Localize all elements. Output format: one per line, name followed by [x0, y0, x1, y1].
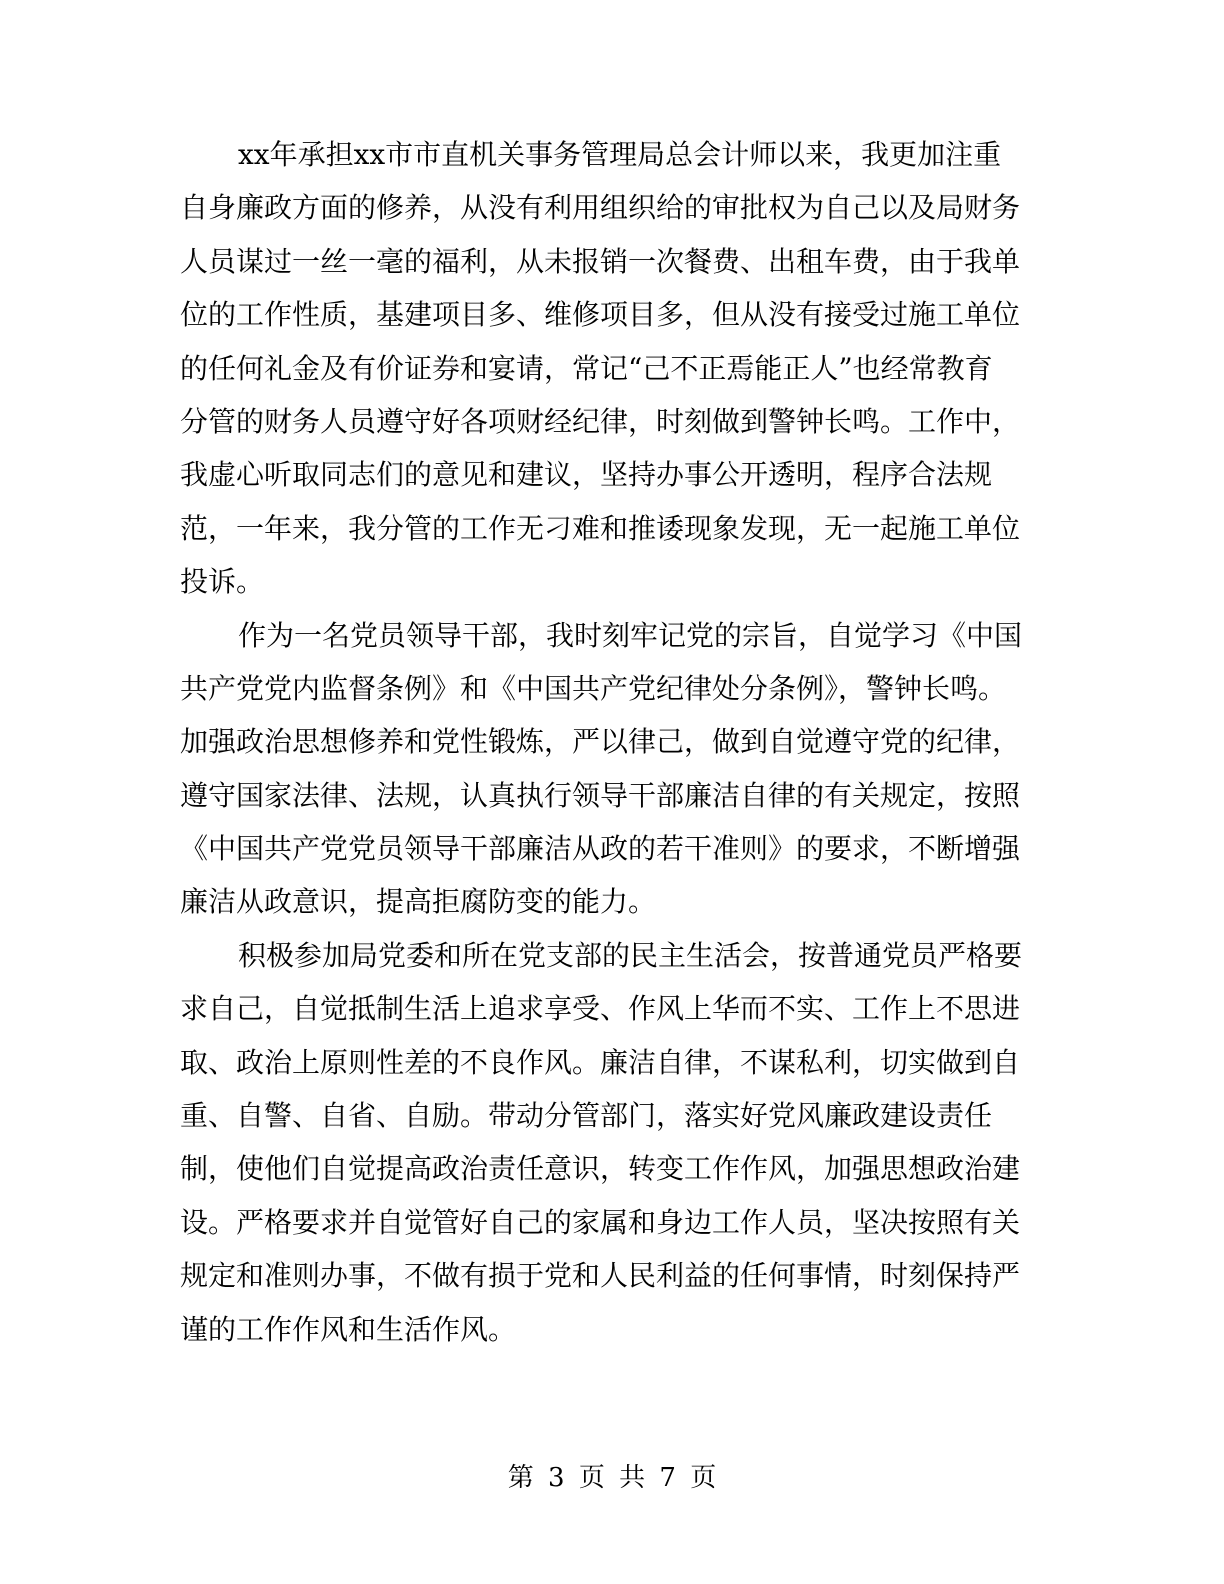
paragraph-2 — [180, 609, 1028, 929]
paragraph-line: 人员谋过一丝一毫的福利，从未报销一次餐费、出租车费，由于我单 — [180, 244, 1021, 278]
paragraph-line: 范，一年来，我分管的工作无刁难和推诿现象发现，无一起施工单位 — [180, 511, 1021, 545]
paragraph-line: 位的工作性质，基建项目多、维修项目多，但从没有接受过施工单位 — [180, 298, 1021, 332]
paragraph-1 — [180, 128, 1028, 609]
paragraph-3 — [180, 929, 1028, 1356]
paragraph-line: xx年承担xx市市直机关事务管理局总会计师以来，我更加注重 — [238, 138, 1002, 171]
paragraph-line: 制，使他们自觉提高政治责任意识，转变工作作风，加强思想政治建 — [180, 1152, 1021, 1186]
paragraph-line: 设。严格要求并自觉管好自己的家属和身边工作人员，坚决按照有关 — [180, 1205, 1021, 1239]
paragraph-line: 廉洁从政意识，提高拒腐防变的能力。 — [180, 885, 657, 919]
paragraph-line: 重、自警、自省、自励。带动分管部门，落实好党风廉政建设责任 — [180, 1099, 993, 1133]
paragraph-line: 积极参加局党委和所在党支部的民主生活会，按普通党员严格要 — [238, 938, 1023, 972]
document-body — [180, 128, 1028, 1356]
paragraph-line: 谨的工作作风和生活作风。 — [180, 1312, 517, 1346]
paragraph-line: 《中国共产党党员领导干部廉洁从政的若干准则》的要求，不断增强 — [180, 832, 1021, 866]
paragraph-line: 我虚心听取同志们的意见和建议，坚持办事公开透明，程序合法规 — [180, 458, 993, 492]
page-number-footer: 第 3 页 共 7 页 — [507, 1463, 717, 1493]
paragraph-line: 求自己，自觉抵制生活上追求享受、作风上华而不实、工作上不思进 — [180, 992, 1021, 1026]
paragraph-line: 自身廉政方面的修养，从没有利用组织给的审批权为自己以及局财务 — [180, 191, 1021, 225]
paragraph-line: 作为一名党员领导干部，我时刻牢记党的宗旨，自觉学习《中国 — [238, 618, 1023, 652]
paragraph-line: 遵守国家法律、法规，认真执行领导干部廉洁自律的有关规定，按照 — [180, 778, 1021, 812]
paragraph-line: 投诉。 — [180, 565, 265, 599]
paragraph-line: 分管的财务人员遵守好各项财经纪律，时刻做到警钟长鸣。工作中， — [180, 404, 1021, 438]
paragraph-line: 的任何礼金及有价证券和宴请，常记“己不正焉能正人”也经常教育 — [180, 351, 993, 385]
paragraph-line: 取、政治上原则性差的不良作风。廉洁自律，不谋私利，切实做到自 — [180, 1045, 1021, 1079]
paragraph-line: 规定和准则办事，不做有损于党和人民利益的任何事情，时刻保持严 — [180, 1259, 1021, 1293]
paragraph-line: 共产党党内监督条例》和《中国共产党纪律处分条例》，警钟长鸣。 — [180, 671, 1007, 705]
paragraph-line: 加强政治思想修养和党性锻炼，严以律己，做到自觉遵守党的纪律， — [180, 725, 1021, 759]
